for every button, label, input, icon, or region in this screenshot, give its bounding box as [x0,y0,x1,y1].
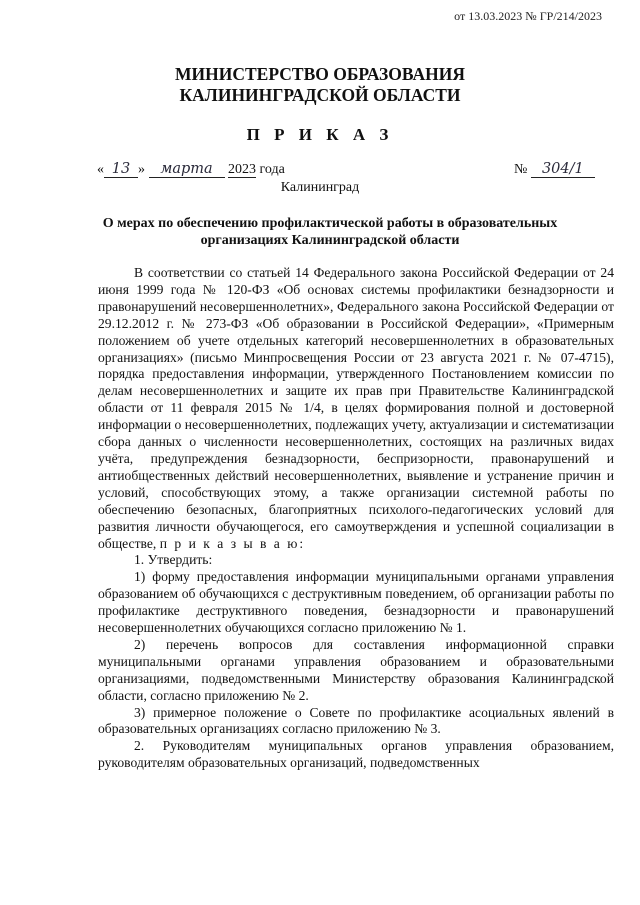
subject-line2: организациях Калининградской области [200,233,460,248]
item-1: 1. Утвердить: [134,552,213,568]
date-suffix: года [259,162,285,177]
ministry-title [0,64,640,106]
number-value: 304/1 [531,161,595,178]
subject-line1: О мерах по обеспечению профилактической работы в образовательных [102,216,558,231]
date-open-quote: « [97,162,104,177]
date-day: 13 [104,161,138,178]
preamble-text: В соответствии со статьей 14 Федерального закона Российской Федерации от 24 июня 1999 года № 120-ФЗ «Об основах системы профилактики безнадзорности и правонарушений несовершеннолетних», Федерального закона Российской Федерации от 29.12.2012 г. № 273-ФЗ «Об образовании в Российской Федерации», «Примерным положением об учете отдельных категорий несовершеннолетних в образовательных организациях» (письмо Минпросвещения России от 23 августа 2021 г. № 07-4715), порядка предоставления информации, утвержденного Постановлением комиссии по делам несовершеннолетних и защите их прав при Правительстве Калининградской области от 11 февраля 2015 № 1/4, в целях формирования полной и достоверной информации о несовершеннолетних, подлежащих учету, актуализации и систематизации сбора данных о численности несовершеннолетних, состоящих на различных видах учёта, предупреждения безнадзорности, беспризорности, правонарушений и антиобщественных действий несовершеннолетних, выявление и устранение причин и условий, способствующих этому, а также организации системной работы по обеспечению безопасных, благоприятных психолого-педагогических условий для развития личности обучающегося, его самоутверждения и успешной социализации в обществе, [98,265,614,551]
item-1-3: 3) примерное положение о Совете по профилактике асоциальных явлений в образовательных организациях согласно приложению № 3. [98,704,614,737]
number-prefix: № [514,162,528,177]
ministry-title-line2: КАЛИНИНГРАДСКОЙ ОБЛАСТИ [179,85,461,105]
order-word: п р и к а з ы в а ю: [159,535,306,551]
item-1-1: 1) форму предоставления информации муниципальными органами управления образованием об обучающихся с деструктивным поведением, об организации работы по профилактике деструктивного поведения, безнадзорности и правонарушений несовершеннолетних обучающихся согласно приложению № 1. [98,569,614,636]
item-1-2: 2) перечень вопросов для составления информационной справки муниципальными органами управления образованием и образовательными организациями, подведомственными Министерству образования Калининградской области, согласно приложению № 2. [98,636,614,703]
registration-stamp: от 13.03.2023 № ГР/214/2023 [454,9,602,23]
ministry-title-line1: МИНИСТЕРСТВО ОБРАЗОВАНИЯ [175,64,465,84]
order-date [97,161,285,178]
date-month: марта [149,161,225,178]
preamble-paragraph [98,265,614,552]
city: Калининград [280,180,360,195]
date-close-quote: » [138,162,145,177]
item-2: 2. Руководителям муниципальных органов управления образованием, руководителям образовательных организаций, подведомственных [98,738,614,771]
order-subject [60,215,600,249]
order-body [98,265,614,772]
date-year: 2023 [228,162,256,177]
order-number [514,161,595,178]
document-type: П Р И К А З [246,125,394,144]
